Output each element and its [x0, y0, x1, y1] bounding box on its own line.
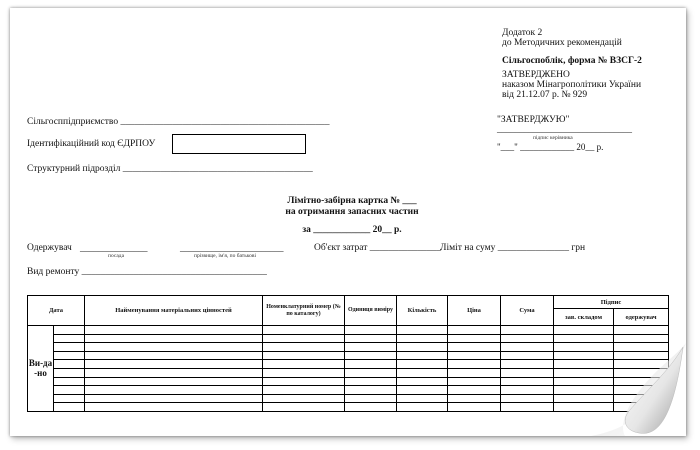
table-cell[interactable] — [397, 351, 448, 360]
table-cell[interactable] — [554, 326, 614, 335]
header-sign-recv: одержувач — [614, 309, 669, 326]
table-cell[interactable] — [501, 368, 554, 377]
table-cell[interactable] — [397, 377, 448, 386]
approve-sign-hint: підпис керівника — [533, 135, 573, 141]
table-cell[interactable] — [501, 351, 554, 360]
table-row — [28, 386, 669, 395]
position-hint: посада — [108, 253, 125, 259]
table-cell[interactable] — [397, 386, 448, 395]
header-unit: Одиниця виміру — [345, 296, 397, 326]
table-cell[interactable] — [448, 326, 501, 335]
issued-label: Ви-да-но — [28, 326, 54, 412]
table-cell[interactable] — [501, 343, 554, 352]
table-cell[interactable] — [397, 334, 448, 343]
table-cell[interactable] — [263, 360, 345, 369]
table-cell[interactable] — [85, 343, 263, 352]
table-cell[interactable] — [448, 403, 501, 412]
header-name: Найменування матеріальних цінностей — [85, 296, 263, 326]
table-cell[interactable] — [263, 394, 345, 403]
approved-label: ЗАТВЕРДЖЕНО — [502, 70, 570, 80]
table-cell[interactable] — [501, 403, 554, 412]
recipient-position-line: _______________ — [80, 243, 148, 253]
table-cell[interactable] — [85, 403, 263, 412]
edrpou-input-box[interactable] — [172, 134, 306, 154]
table-row — [28, 351, 669, 360]
approved-by: наказом Мінагрополітики України — [502, 80, 642, 90]
table-cell[interactable] — [345, 394, 397, 403]
table-cell[interactable] — [54, 377, 85, 386]
approve-sign-line: ______________________________ — [497, 124, 632, 134]
table-cell[interactable] — [54, 394, 85, 403]
table-row — [28, 368, 669, 377]
header-date: Дата — [28, 296, 85, 326]
table-cell[interactable] — [448, 394, 501, 403]
appendix-line2: до Методичних рекомендацій — [502, 38, 622, 48]
table-cell[interactable] — [501, 377, 554, 386]
approved-date: від 21.12.07 р. № 929 — [502, 90, 588, 100]
table-cell[interactable] — [54, 403, 85, 412]
table-cell[interactable] — [263, 351, 345, 360]
table-cell[interactable] — [85, 368, 263, 377]
table-cell[interactable] — [345, 368, 397, 377]
recipient-name-line: _______________________ — [180, 243, 284, 253]
table-cell[interactable] — [85, 351, 263, 360]
table-cell[interactable] — [501, 326, 554, 335]
table-cell[interactable] — [501, 386, 554, 395]
card-title-line2: на отримання запасних частин — [285, 207, 419, 217]
table-cell[interactable] — [448, 351, 501, 360]
table-cell[interactable] — [345, 377, 397, 386]
table-cell[interactable] — [263, 368, 345, 377]
table-cell[interactable] — [263, 326, 345, 335]
card-period: за ____________ 20__ р. — [302, 225, 402, 235]
table-cell[interactable] — [397, 403, 448, 412]
table-cell[interactable] — [345, 326, 397, 335]
table-cell[interactable] — [54, 334, 85, 343]
table-cell[interactable] — [397, 360, 448, 369]
table-cell[interactable] — [54, 386, 85, 395]
recipient-label: Одержувач — [27, 243, 72, 253]
card-title-line1: Лімітно-забірна картка № ___ — [287, 196, 417, 206]
table-cell[interactable] — [397, 326, 448, 335]
table-cell[interactable] — [345, 334, 397, 343]
table-cell[interactable] — [54, 351, 85, 360]
table-row — [28, 377, 669, 386]
subdivision-field: Структурний підрозділ ________________________________________ — [27, 164, 313, 174]
header-qty: Кількість — [397, 296, 448, 326]
table-cell[interactable] — [85, 377, 263, 386]
table-cell[interactable] — [448, 377, 501, 386]
cost-object-field: Об'єкт затрат _______________ — [314, 243, 441, 253]
limit-field: Ліміт на суму _______________ грн — [440, 243, 586, 253]
appendix-line1: Додаток 2 — [502, 28, 543, 38]
header-nomen: Номенклатурний номер (№ по каталогу) — [263, 296, 345, 326]
table-cell[interactable] — [614, 326, 669, 335]
header-sign-store: зав. складом — [554, 309, 614, 326]
table-cell[interactable] — [345, 351, 397, 360]
table-cell[interactable] — [263, 403, 345, 412]
table-cell[interactable] — [448, 368, 501, 377]
table-cell[interactable] — [85, 326, 263, 335]
table-cell[interactable] — [54, 343, 85, 352]
table-cell[interactable] — [345, 343, 397, 352]
table-cell[interactable] — [54, 368, 85, 377]
table-cell[interactable] — [54, 326, 85, 335]
header-sum: Сума — [501, 296, 554, 326]
table-row — [28, 394, 669, 403]
table-cell[interactable] — [448, 386, 501, 395]
approve-date-line: "___" ____________ 20__ р. — [497, 142, 604, 152]
table-row — [28, 360, 669, 369]
table-row — [28, 403, 669, 412]
table-cell[interactable] — [345, 403, 397, 412]
table-cell[interactable] — [397, 394, 448, 403]
table-cell[interactable] — [448, 334, 501, 343]
form-label: Сільгоспоблік, форма № ВЗСГ-2 — [502, 56, 642, 66]
table-cell[interactable] — [345, 360, 397, 369]
table-cell[interactable] — [263, 334, 345, 343]
table-cell[interactable] — [501, 394, 554, 403]
table-cell[interactable] — [263, 386, 345, 395]
table-cell[interactable] — [85, 360, 263, 369]
header-price: Ціна — [448, 296, 501, 326]
page-curl-graphic — [591, 341, 686, 436]
name-hint: прізвище, ім'я, по батькові — [194, 253, 256, 259]
parts-table — [27, 295, 669, 412]
table-cell[interactable] — [501, 334, 554, 343]
table-cell[interactable] — [85, 394, 263, 403]
table-cell[interactable] — [263, 343, 345, 352]
table-row — [28, 326, 669, 335]
table-row — [28, 343, 669, 352]
table-cell[interactable] — [85, 386, 263, 395]
table-cell[interactable] — [85, 334, 263, 343]
table-cell[interactable] — [54, 360, 85, 369]
table-cell[interactable] — [345, 386, 397, 395]
edrpou-label: Ідентифікаційний код ЄДРПОУ — [27, 139, 156, 149]
repair-type-field: Вид ремонту _______________________________________ — [27, 267, 267, 277]
table-row — [28, 334, 669, 343]
table-cell[interactable] — [501, 360, 554, 369]
table-cell[interactable] — [448, 343, 501, 352]
enterprise-field: Сільгосппідприємство ____________________________________________ — [27, 117, 330, 127]
table-cell[interactable] — [397, 368, 448, 377]
table-cell[interactable] — [397, 343, 448, 352]
approve-title: "ЗАТВЕРДЖУЮ" — [497, 115, 570, 125]
table-cell[interactable] — [263, 377, 345, 386]
table-cell[interactable] — [448, 360, 501, 369]
header-sign: Підпис — [554, 296, 669, 309]
